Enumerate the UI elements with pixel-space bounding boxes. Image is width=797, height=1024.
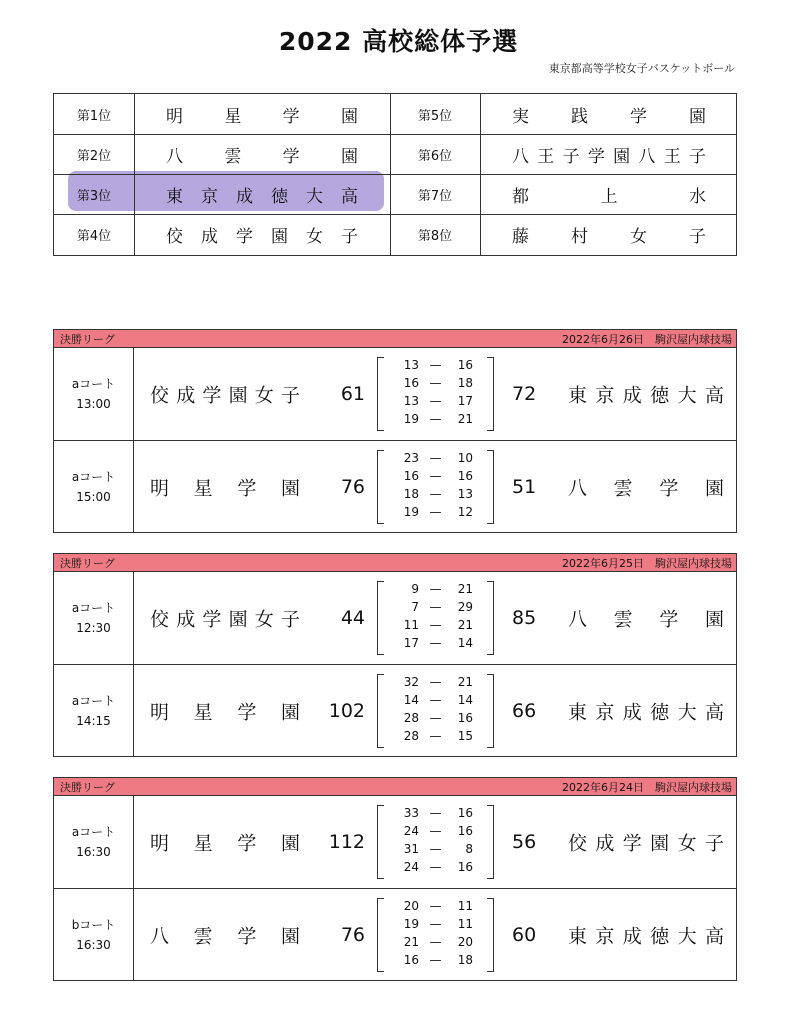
quarter-score: 16 — 16 [403,468,473,483]
rank-team: 東 京 成 徳 大 高 [166,186,358,207]
away-score: 60 [512,923,537,946]
quarter-score: 7 — 29 [411,599,473,614]
rank-place: 第3位 [76,188,112,204]
round-header [54,778,736,796]
quarter-score: 13 — 16 [403,357,473,372]
quarter-score: 24 — 16 [403,823,473,838]
rank-team: 佼 成 学 園 女 子 [166,226,358,247]
away-score: 51 [512,475,537,498]
away-score: 56 [512,831,537,853]
round-section [53,329,737,533]
home-team: 明 星 学 園 [150,701,300,723]
away-score: 85 [512,607,537,629]
home-score: 61 [340,383,365,405]
away-score: 72 [512,383,537,405]
game-row [54,572,736,664]
round-label: 決勝リーグ [60,333,115,346]
game-time: 16:30 [76,937,111,952]
round-label: 決勝リーグ [60,557,115,570]
home-team: 八 雲 学 園 [150,925,300,947]
page-title: 2022 高校総体予選 [278,27,519,56]
quarter-scores [377,674,494,748]
quarter-score: 23 — 10 [403,450,473,465]
quarter-score: 33 — 16 [403,805,473,820]
quarter-score: 19 — 12 [403,505,473,520]
court-label: aコート [71,601,116,615]
rank-place: 第8位 [417,228,453,244]
court-time [54,441,134,532]
quarter-score: 31 — 8 [403,842,473,857]
game-time: 14:15 [76,713,111,728]
page-subtitle: 東京都高等学校女子バスケットボール [548,62,735,75]
rank-place: 第1位 [76,108,112,124]
court-label: aコート [71,377,116,391]
quarter-score: 16 — 18 [403,375,473,390]
quarter-score: 9 — 21 [411,581,473,596]
game-time: 13:00 [76,397,111,411]
rank-place: 第5位 [417,108,453,124]
quarter-score: 24 — 16 [403,860,473,875]
rank-place: 第6位 [417,148,453,164]
round-header [54,330,736,348]
quarter-scores [377,450,494,524]
court-time [54,665,134,756]
home-team: 明 星 学 園 [150,477,300,499]
game-row [54,888,736,980]
rank-team: 実 践 学 園 [512,106,706,127]
court-label: aコート [71,469,116,484]
game-row [54,440,736,532]
round-header [54,554,736,572]
away-team: 佼 成 学 園 女 子 [568,832,724,855]
quarter-score: 16 — 18 [403,953,473,968]
rank-place: 第7位 [417,188,453,204]
home-score: 44 [340,607,365,629]
away-score: 66 [512,699,537,722]
home-score: 76 [340,923,365,946]
quarter-scores [377,357,494,431]
court-time [54,572,134,664]
round-date-venue: 2022年6月24日 駒沢屋内球技場 [562,781,732,794]
away-team: 八 雲 学 園 [568,608,724,631]
home-team: 佼 成 学 園 女 子 [150,384,300,407]
court-time [54,348,134,440]
quarter-score: 14 — 14 [403,692,473,707]
quarter-score: 17 — 14 [403,636,473,651]
quarter-score: 13 — 17 [403,394,473,409]
rank-place: 第2位 [76,148,112,164]
quarter-score: 32 — 21 [403,674,473,689]
court-label: bコート [71,917,116,932]
court-time [54,889,134,980]
quarter-score: 28 — 16 [403,711,473,726]
quarter-scores [377,805,494,879]
quarter-score: 18 — 13 [403,487,473,502]
game-time: 12:30 [76,621,111,635]
rank-team: 藤 村 女 子 [512,226,706,247]
quarter-score: 21 — 20 [403,935,473,950]
quarter-score: 28 — 15 [403,729,473,744]
rank-team: 都 上 水 [512,186,706,207]
round-date-venue: 2022年6月25日 駒沢屋内球技場 [562,557,732,570]
round-date-venue: 2022年6月26日 駒沢屋内球技場 [562,333,732,346]
round-section [53,553,737,757]
rank-team: 八 王 子 学 園 八 王 子 [512,146,706,167]
quarter-scores [377,898,494,972]
game-row [54,664,736,756]
court-time [54,796,134,888]
round-section [53,777,737,981]
quarter-score: 19 — 11 [403,916,473,931]
home-score: 76 [340,475,365,498]
rank-team: 八 雲 学 園 [166,146,358,167]
quarter-score: 19 — 21 [403,412,473,427]
away-team: 東 京 成 徳 大 高 [568,384,724,407]
home-score: 102 [328,699,365,722]
rankings-table [53,93,737,256]
home-score: 112 [328,831,365,853]
home-team: 明 星 学 園 [150,832,300,855]
away-team: 東 京 成 徳 大 高 [568,701,724,723]
game-time: 15:00 [76,489,111,504]
quarter-scores [377,581,494,655]
game-row [54,796,736,888]
game-row [54,348,736,440]
quarter-score: 11 — 21 [403,618,473,633]
court-label: aコート [71,825,116,839]
home-team: 佼 成 学 園 女 子 [150,608,300,631]
game-time: 16:30 [76,845,111,859]
court-label: aコート [71,693,116,708]
rank-place: 第4位 [76,228,112,244]
away-team: 東 京 成 徳 大 高 [568,925,724,947]
rank-team: 明 星 学 園 [166,106,358,127]
quarter-score: 20 — 11 [403,898,473,913]
round-label: 決勝リーグ [60,781,115,794]
away-team: 八 雲 学 園 [568,477,724,499]
